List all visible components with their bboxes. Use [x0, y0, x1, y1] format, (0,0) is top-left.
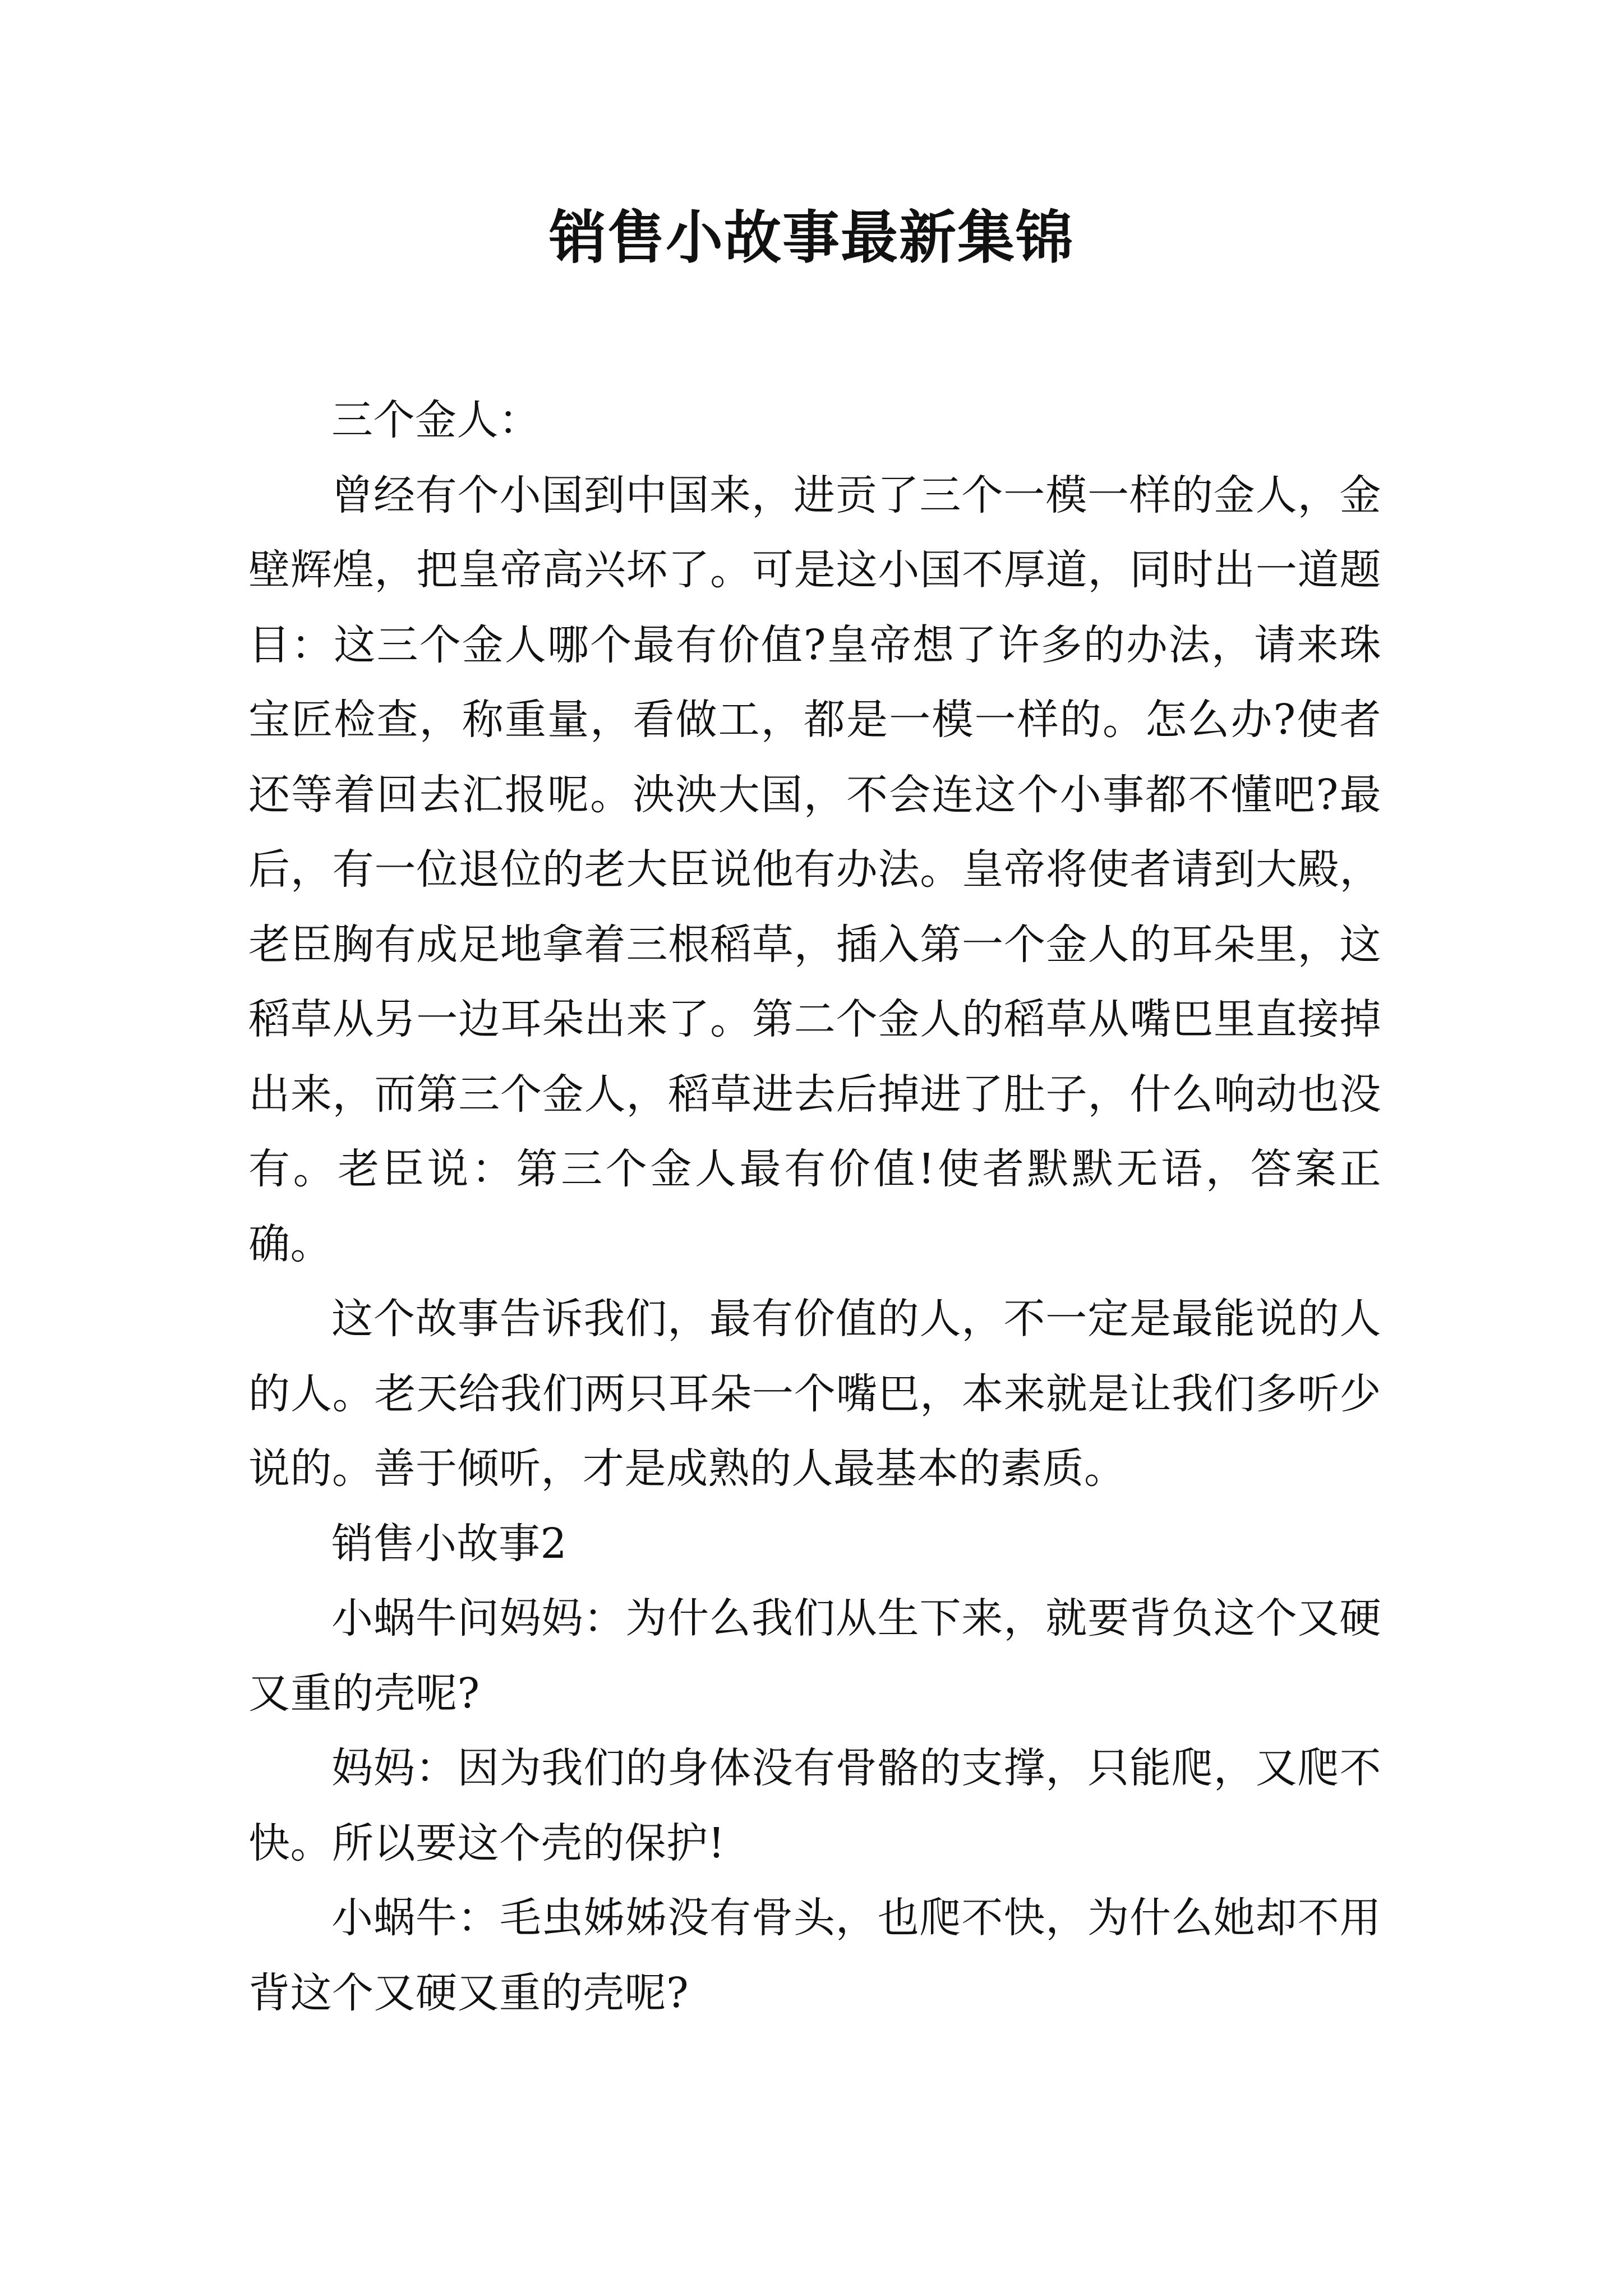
dialogue-paragraph: 小蜗牛：毛虫姊姊没有骨头，也爬不快，为什么她却不用背这个又硬又重的壳呢?: [248, 1894, 1381, 2017]
story-paragraph: 曾经有个小国到中国来，进贡了三个一模一样的金人，金壁辉煌，把皇帝高兴坏了。可是这小国不厚道，同时出一道题目：这三个金人哪个最有价值?皇帝想了许多的办法，请来珠宝匠检查，称重量，看做工，都是一模一样的。怎么办?使者还等着回去汇报呢。泱泱大国，不会连这个小事都不懂吧?最后，有一位退位的老大臣说他有办法。皇帝将使者请到大殿，老臣胸有成足地拿着三根稻草，插入第一个金人的耳朵里，这稻草从另一边耳朵出来了。第二个金人的稻草从嘴巴里直接掉出来，而第三个金人，稻草进去后掉进了肚子，什么响动也没有。老臣说：第三个金人最有价值!使者默默无语，答案正确。: [248, 471, 1381, 1268]
section-heading-three-golden-men: 三个金人：: [331, 396, 541, 444]
section-heading-story-2: 销售小故事2: [331, 1519, 568, 1568]
dialogue-paragraph: 妈妈：因为我们的身体没有骨骼的支撑，只能爬，又爬不快。所以要这个壳的保护!: [248, 1744, 1381, 1867]
document-title: 销售小故事最新集锦: [549, 205, 1074, 272]
moral-paragraph: 这个故事告诉我们，最有价值的人，不一定是最能说的人的人。老天给我们两只耳朵一个嘴巴，本来就是让我们多听少说的。善于倾听，才是成熟的人最基本的素质。: [248, 1295, 1381, 1493]
document-body: [248, 383, 1381, 2031]
dialogue-paragraph: 小蜗牛问妈妈：为什么我们从生下来，就要背负这个又硬又重的壳呢?: [248, 1594, 1381, 1718]
